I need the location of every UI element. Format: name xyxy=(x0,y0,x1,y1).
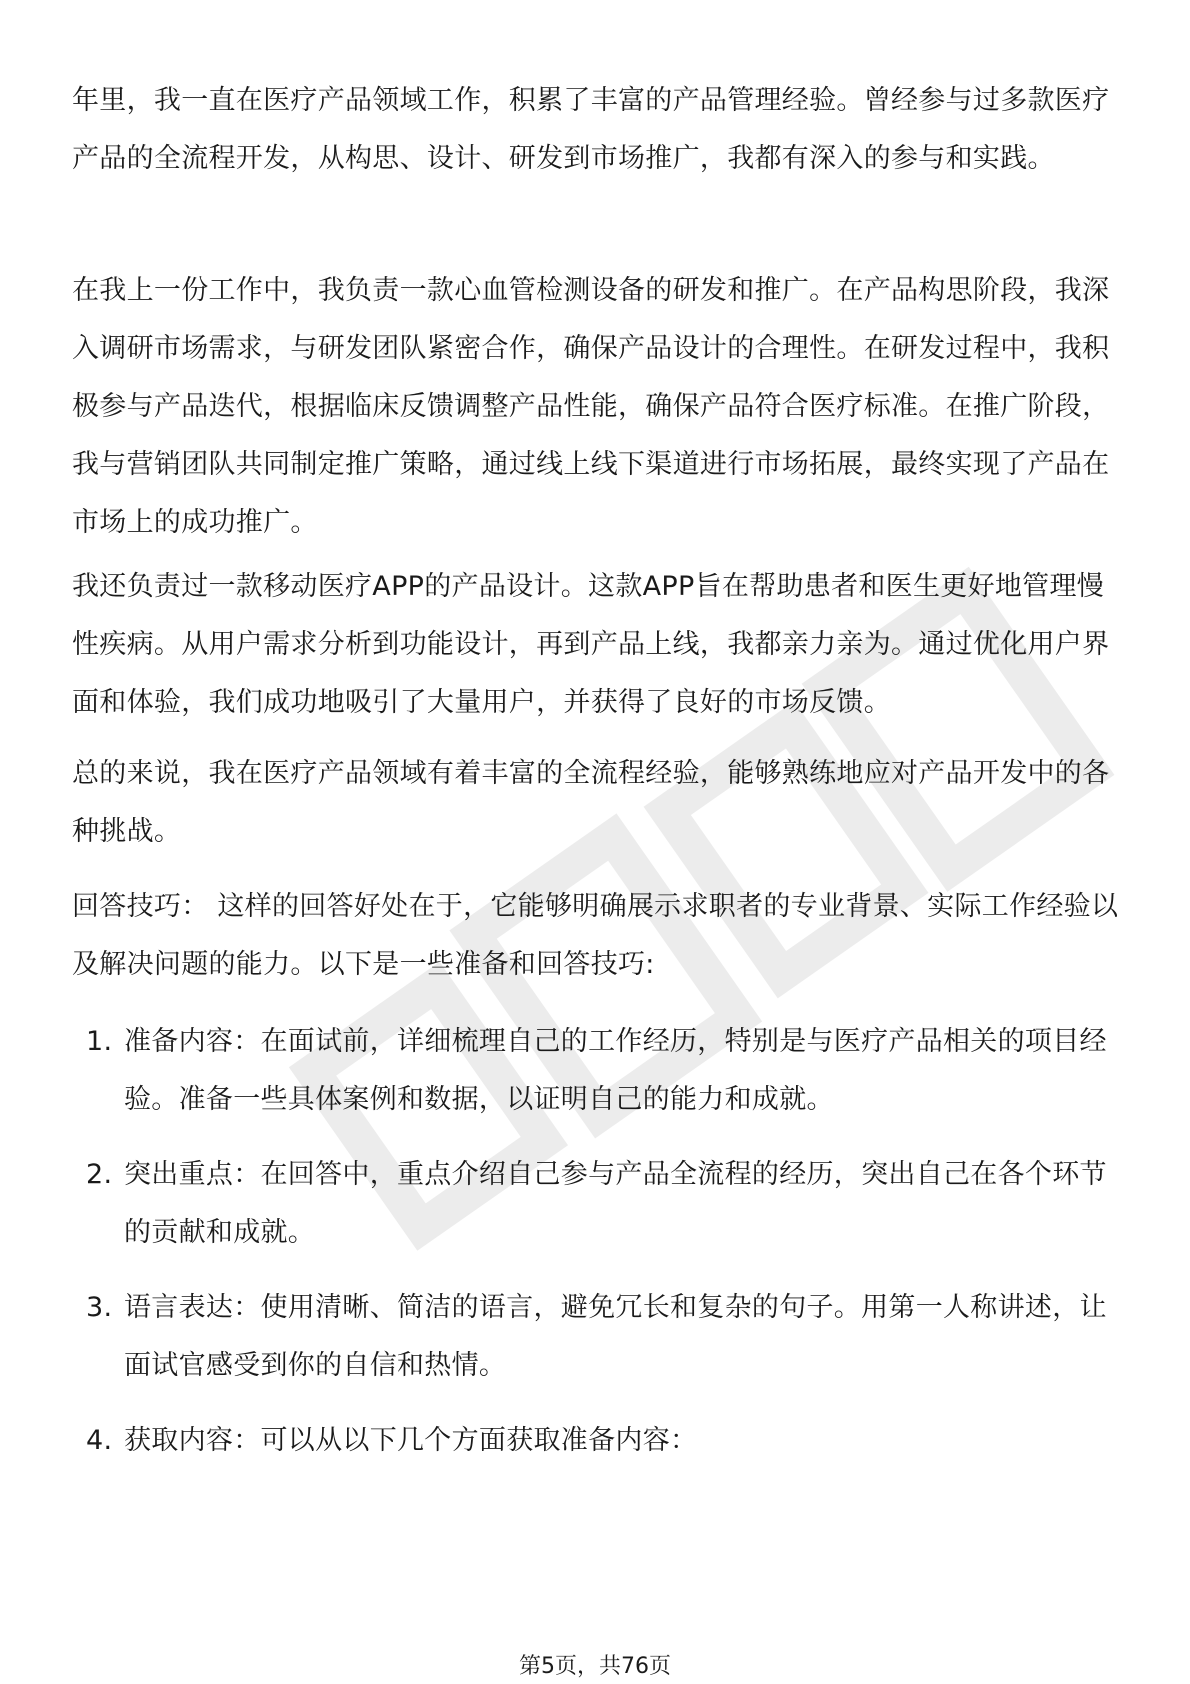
paragraph-5: 回答技巧： 这样的回答好处在于，它能够明确展示求职者的专业背景、实际工作经验以及解决问题的能力。以下是一些准备和回答技巧: xyxy=(72,891,1119,980)
list-item xyxy=(72,1279,1122,1395)
list-text: 语言表达：使用清晰、简洁的语言，避免冗长和复杂的句子。用第一人称讲述，让面试官感受到你的自信和热情。 xyxy=(124,1292,1107,1381)
cropped-line xyxy=(72,20,1122,42)
list-number: 1. xyxy=(86,1026,113,1057)
list-number: 3. xyxy=(86,1292,113,1323)
list-item xyxy=(72,1013,1122,1129)
list-item xyxy=(72,1146,1122,1262)
paragraph-4: 总的来说，我在医疗产品领域有着丰富的全流程经验，能够熟练地应对产品开发中的各种挑战。 xyxy=(72,758,1110,847)
list-text: 获取内容：可以从以下几个方面获取准备内容： xyxy=(124,1425,698,1456)
paragraph-1: 年里，我一直在医疗产品领域工作，积累了丰富的产品管理经验。曾经参与过多款医疗产品的全流程开发，从构思、设计、研发到市场推广，我都有深入的参与和实践。 xyxy=(72,85,1110,174)
list-item xyxy=(72,1412,1122,1470)
page-number-footer: 第5页，共76页 xyxy=(519,1654,671,1679)
list-number: 2. xyxy=(86,1159,113,1190)
paragraph-2: 在我上一份工作中，我负责一款心血管检测设备的研发和推广。在产品构思阶段，我深入调研市场需求，与研发团队紧密合作，确保产品设计的合理性。在研发过程中，我积极参与产品迭代，根据临床反馈调整产品性能，确保产品符合医疗标准。在推广阶段，我与营销团队共同制定推广策略，通过线上线下渠道进行市场拓展，最终实现了产品在市场上的成功推广。 xyxy=(72,275,1110,538)
list-number: 4. xyxy=(86,1425,113,1456)
paragraph-cut-top xyxy=(72,20,1122,42)
list-text: 准备内容：在面试前，详细梳理自己的工作经历，特别是与医疗产品相关的项目经验。准备一些具体案例和数据，以证明自己的能力和成就。 xyxy=(124,1026,1107,1115)
list-text: 突出重点：在回答中，重点介绍自己参与产品全流程的经历，突出自己在各个环节的贡献和成就。 xyxy=(124,1159,1107,1248)
paragraph-3: 我还负责过一款移动医疗APP的产品设计。这款APP旨在帮助患者和医生更好地管理慢性疾病。从用户需求分析到功能设计，再到产品上线，我都亲力亲为。通过优化用户界面和体验，我们成功地吸引了大量用户，并获得了良好的市场反馈。 xyxy=(72,571,1110,718)
